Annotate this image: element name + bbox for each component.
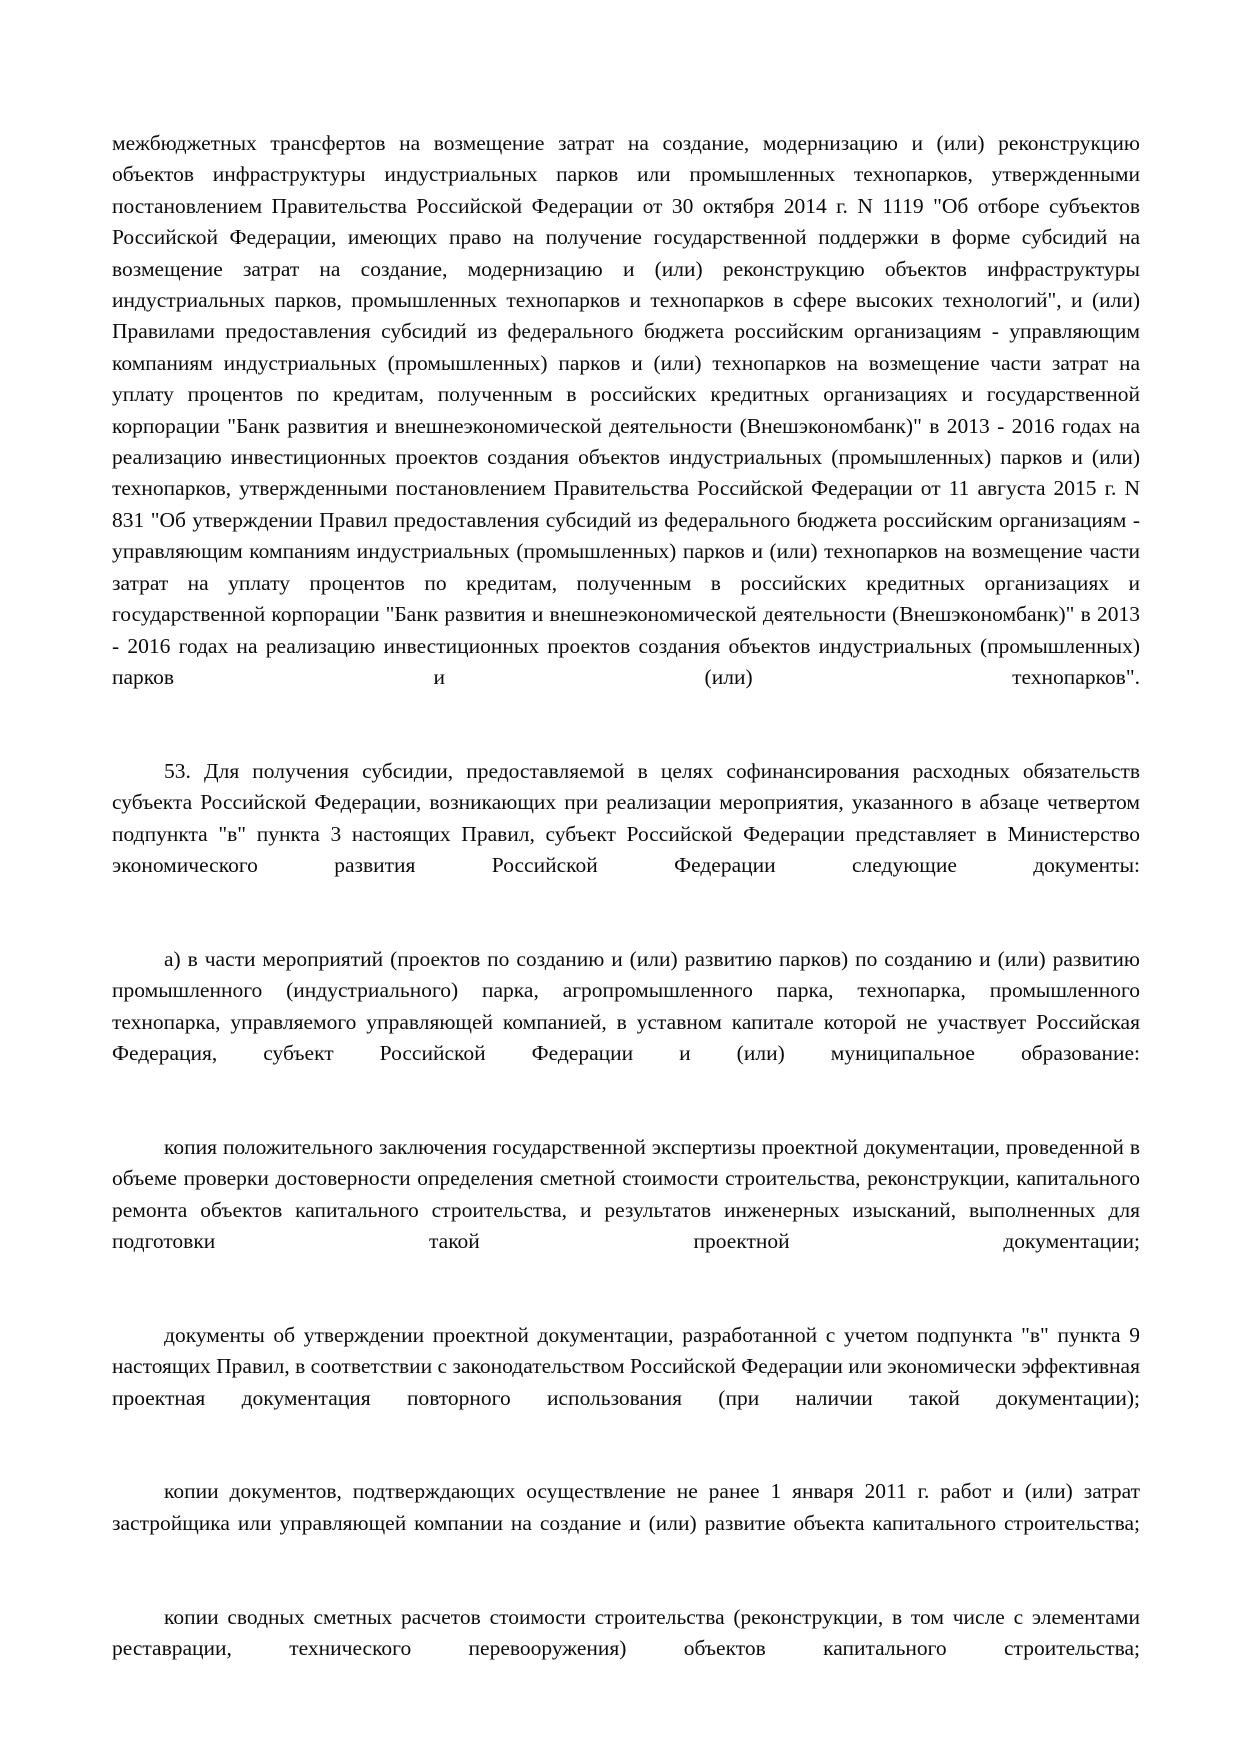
paragraph-subitem-a: а) в части мероприятий (проектов по созданию и (или) развитию парков) по созданию и (или) развитию промышленного (индустриального) парка, агропромышленного парка, технопарка, промышленного технопарка, управляемого управляющей компанией, в уставном капитале которой не участвует Российская Федерация, субъект Российской Федерации и (или) муниципальное образование: — [112, 946, 1140, 1065]
paragraph-kopii-svodnykh: копии сводных сметных расчетов стоимости строительства (реконструкции, в том числе с элементами реставрации, технического перевооружения) объектов капитального строительства; — [112, 1604, 1140, 1661]
document-body — [112, 128, 1140, 1696]
paragraph-kopii-dokumentov: копии документов, подтверждающих осуществление не ранее 1 января 2011 г. работ и (или) затрат застройщика или управляющей компании на создание и (или) развитие объекта капитального строительства; — [112, 1479, 1140, 1535]
paragraph-item-53: 53. Для получения субсидии, предоставляемой в целях софинансирования расходных обязательств субъекта Российской Федерации, возникающих при реализации мероприятия, указанного в абзаце четвертом подпункта "в" пункта 3 настоящих Правил, субъект Российской Федерации представляет в Министерство экономического развития Российской Федерации следующие документы: — [112, 758, 1140, 877]
paragraph-continuation-mezhbyudzhetnykh: межбюджетных трансфертов на возмещение затрат на создание, модернизацию и (или) реконструкцию объектов инфраструктуры индустриальных парков или промышленных технопарков, утвержденными постановлением Правительства Российской Федерации от 30 октября 2014 г. N 1119 "Об отборе субъектов Российской Федерации, имеющих право на получение государственной поддержки в форме субсидий на возмещение затрат на создание, модернизацию и (или) реконструкцию объектов инфраструктуры индустриальных парков, промышленных технопарков и технопарков в сфере высоких технологий", и (или) Правилами предоставления субсидий из федерального бюджета российским организациям - управляющим компаниям индустриальных (промышленных) парков и (или) технопарков на возмещение части затрат на уплату процентов по кредитам, полученным в российских кредитных организациях и государственной корпорации "Банк развития и внешнеэкономической деятельности (Внешэкономбанк)" в 2013 - 2016 годах на реализацию инвестиционных проектов создания объектов индустриальных (промышленных) парков и (или) технопарков, утвержденными постановлением Правительства Российской Федерации от 11 августа 2015 г. N 831 "Об утверждении Правил предоставления субсидий из федерального бюджета российским организациям - управляющим компаниям индустриальных (промышленных) парков и (или) технопарков на возмещение части затрат на уплату процентов по кредитам, полученным в российских кредитных организациях и государственной корпорации "Банк развития и внешнеэкономической деятельности (Внешэкономбанк)" в 2013 - 2016 годах на реализацию инвестиционных проектов создания объектов индустриальных (промышленных) парков и (или) технопарков". — [112, 131, 1140, 689]
paragraph-kopiya-zaklyucheniya: копия положительного заключения государственной экспертизы проектной документации, проведенной в объеме проверки достоверности определения сметной стоимости строительства, реконструкции, капитального ремонта объектов капитального строительства, и результатов инженерных изысканий, выполненных для подготовки такой проектной документации; — [112, 1134, 1140, 1253]
paragraph-dokumenty-ob-utverzhdenii: документы об утверждении проектной документации, разработанной с учетом подпункта "в" пункта 9 настоящих Правил, в соответствии с законодательством Российской Федерации или экономически эффективная проектная документация повторного использования (при наличии такой документации); — [112, 1322, 1140, 1410]
